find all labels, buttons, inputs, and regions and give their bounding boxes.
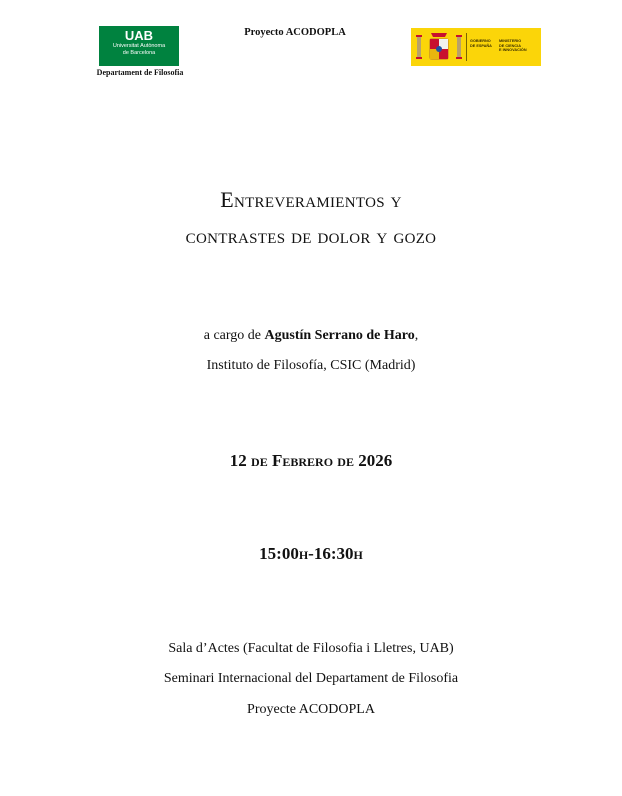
ministry-line3: E INNOVACIÓN xyxy=(499,48,527,53)
uab-logo xyxy=(99,26,179,66)
speaker-name: Agustín Serrano de Haro xyxy=(264,328,415,343)
ministry-logo-ministry xyxy=(499,39,541,53)
venue-line2: Seminari Internacional del Departament de Filosofia xyxy=(163,671,459,686)
government-line1: GOBIERNO xyxy=(470,39,491,43)
speaker-suffix: , xyxy=(414,328,419,343)
department-label: Departament de Filosofia xyxy=(96,68,184,77)
speaker-line xyxy=(60,328,562,344)
lecture-title xyxy=(60,182,562,254)
speaker-prefix: a cargo de xyxy=(203,328,261,343)
uab-logo-abbr: UAB xyxy=(124,28,154,43)
government-line2: DE ESPAÑA xyxy=(470,43,492,48)
event-date: 12 de Febrero de 2026 xyxy=(229,451,393,470)
uab-logo-name-line1: Universitat Autònoma xyxy=(112,43,166,49)
ministry-logo-government xyxy=(470,39,498,48)
event-time: 15:00h-16:30h xyxy=(259,544,363,563)
ministry-line1: MINISTERIO xyxy=(499,39,522,43)
venue-line1: Sala d’Actes (Facultat de Filosofia i Lletres, UAB) xyxy=(168,641,454,656)
coat-of-arms-icon xyxy=(415,31,463,63)
venue-line3: Proyecte ACODOPLA xyxy=(247,702,375,717)
lecture-title-line1: Entreveramientos y xyxy=(220,187,402,212)
ministry-logo xyxy=(411,28,541,66)
ministry-line2: DE CIENCIA xyxy=(499,43,521,48)
lecture-title-line2: contrastes de dolor y gozo xyxy=(185,223,437,248)
uab-logo-name-line2: de Barcelona xyxy=(122,49,156,56)
ministry-logo-divider xyxy=(466,33,467,61)
speaker-institution: Instituto de Filosofía, CSIC (Madrid) xyxy=(206,358,416,373)
header-project-name: Proyecto ACODOPLA xyxy=(244,27,346,38)
